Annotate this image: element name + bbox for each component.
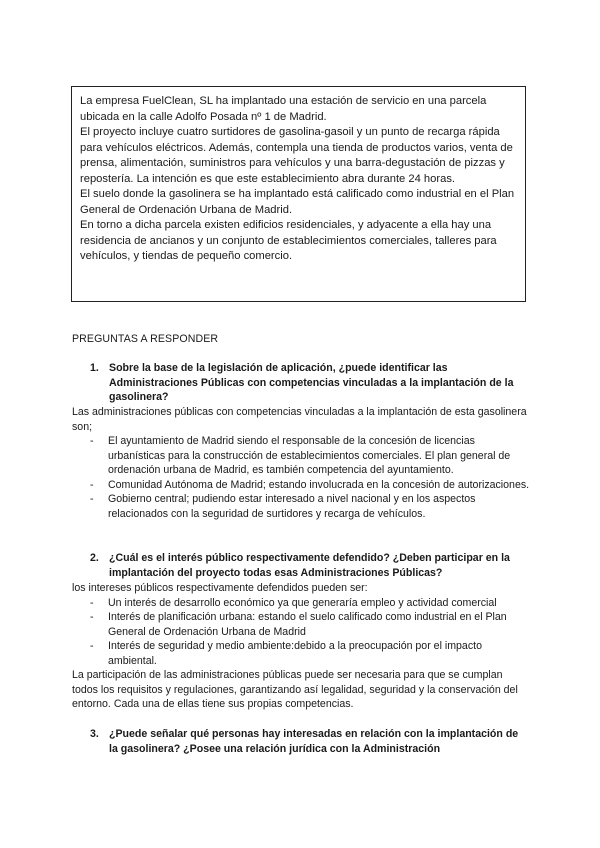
question-3 — [90, 727, 528, 756]
answer-closing: La participación de las administraciones públicas puede ser necesaria para que se cumplan todos los requisitos y regulaciones, garantizando así legalidad, seguridad y la conservación del entorno. Cada una de ellas tiene sus propias competencias. — [72, 669, 518, 710]
question-number: 2. — [90, 552, 99, 564]
list-item: - Un interés de desarrollo económico ya que generaría empleo y actividad comercial — [90, 596, 497, 609]
list-item: - Interés de planificación urbana: estando el suelo calificado como industrial en el Plan General de Ordenación Urbana de Madrid — [90, 611, 507, 638]
question-number: 3. — [90, 728, 99, 740]
list-item: - Interés de seguridad y medio ambiente:debido a la preocupación por el impacto ambiental. — [90, 640, 482, 667]
case-paragraph: En torno a dicha parcela existen edificios residenciales, y adyacente a ella hay una residencia de ancianos y un conjunto de establecimientos comerciales, talleres para vehículos, y tiendas de pequeño comercio. — [80, 219, 497, 262]
section-title: PREGUNTAS A RESPONDER — [72, 333, 219, 345]
question-text: ¿Puede señalar qué personas hay interesadas en relación con la implantación de la gasolinera? ¿Posee una relación jurídica con la Administración — [109, 728, 519, 755]
answer-list — [72, 596, 530, 669]
answer-intro: los intereses públicos respectivamente defendidos pueden ser: — [72, 582, 368, 594]
answer-2 — [72, 581, 530, 712]
question-1 — [90, 361, 528, 405]
case-paragraph: El suelo donde la gasolinera se ha implantado está calificado como industrial en el Plan General de Ordenación Urbana de Madrid. — [80, 188, 515, 216]
answer-intro: Las administraciones públicas con competencias vinculadas a la implantación de esta gasolinera son; — [72, 406, 527, 433]
case-paragraph: El proyecto incluye cuatro surtidores de gasolina-gasoil y un punto de recarga rápida para vehículos eléctricos. Además, contempla una tienda de productos varios, venta de prensa, alimentación, suministros para vehículos y una barra-degustación de pizzas y repostería. La intención es que este establecimiento abra durante 24 horas. — [80, 126, 513, 185]
question-number: 1. — [90, 362, 99, 374]
list-item: - Gobierno central; pudiendo estar interesado a nivel nacional y en los aspectos relacionados con la seguridad de surtidores y recarga de vehículos. — [90, 493, 476, 520]
case-paragraph: La empresa FuelClean, SL ha implantado una estación de servicio en una parcela ubicada en la calle Adolfo Posada nº 1 de Madrid. — [80, 95, 487, 123]
question-2 — [90, 551, 528, 580]
answer-1 — [72, 405, 530, 521]
list-item: - El ayuntamiento de Madrid siendo el responsable de la concesión de licencias urbanísticas para la construcción de establecimientos comerciales. El plan general de ordenación urbana de Madrid, es también competencia del ayuntamiento. — [90, 435, 511, 476]
question-text: ¿Cuál es el interés público respectivamente defendido? ¿Deben participar en la implantación del proyecto todas esas Administraciones Públicas? — [109, 552, 510, 579]
question-text: Sobre la base de la legislación de aplicación, ¿puede identificar las Administraciones Públicas con competencias vinculadas a la implantación de la gasolinera? — [109, 362, 514, 403]
case-statement-box — [71, 86, 526, 302]
list-item: - Comunidad Autónoma de Madrid; estando involucrada en la concesión de autorizaciones. — [90, 478, 530, 491]
answer-list — [72, 434, 530, 521]
